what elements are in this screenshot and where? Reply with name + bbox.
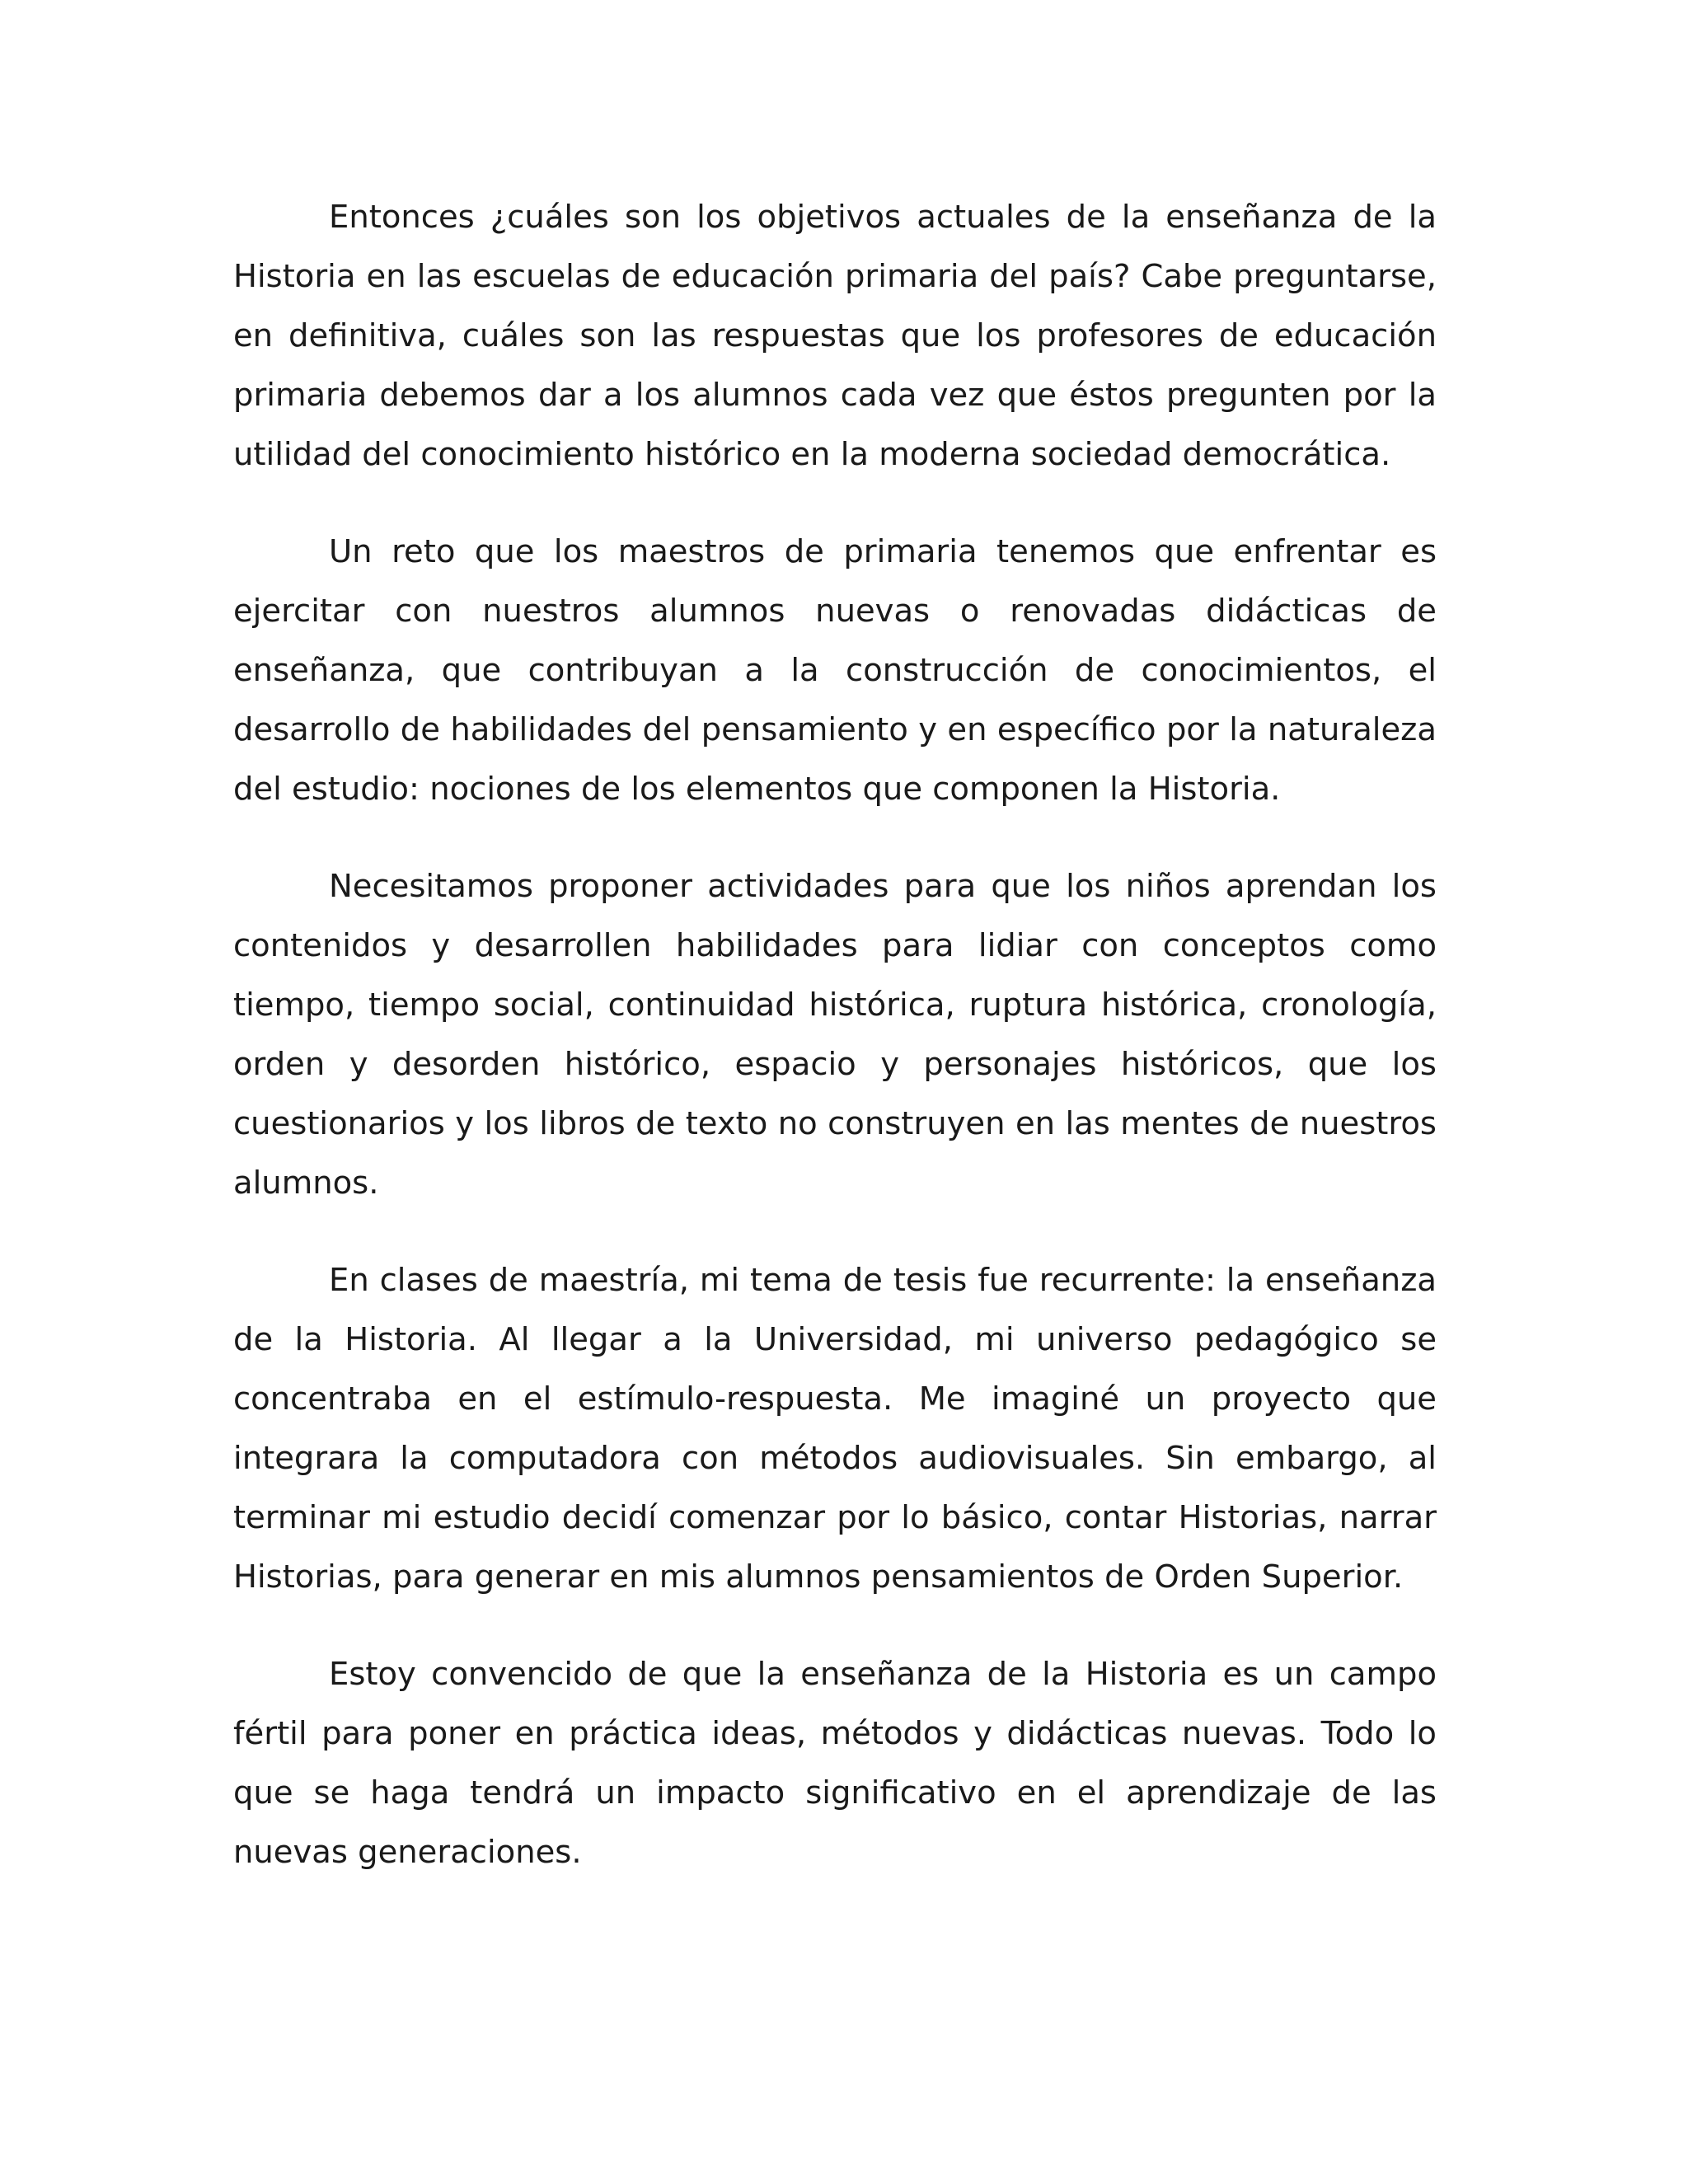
document-body (233, 188, 1437, 1882)
paragraph-2: Un reto que los maestros de primaria tenemos que enfrentar es ejercitar con nuestros alumnos nuevas o renovadas didácticas de enseñanza, que contribuyan a la construcción de conocimientos, el desarrollo de habilidades del pensamiento y en específico por la naturaleza del estudio: nociones de los elementos que componen la Historia. (233, 533, 1437, 808)
paragraph-3: Necesitamos proponer actividades para que los niños aprendan los contenidos y desarrollen habilidades para lidiar con conceptos como tiempo, tiempo social, continuidad histórica, ruptura histórica, cronología, orden y desorden histórico, espacio y personajes históricos, que los cuestionarios y los libros de texto no construyen en las mentes de nuestros alumnos. (233, 868, 1437, 1202)
paragraph-4: En clases de maestría, mi tema de tesis fue recurrente: la enseñanza de la Historia. Al llegar a la Universidad, mi universo pedagógico se concentraba en el estímulo-respuesta. Me imaginé un proyecto que integrara la computadora con métodos audiovisuales. Sin embargo, al terminar mi estudio decidí comenzar por lo básico, contar Historias, narrar Historias, para generar en mis alumnos pensamientos de Orden Superior. (233, 1262, 1437, 1596)
paragraph-1: Entonces ¿cuáles son los objetivos actuales de la enseñanza de la Historia en las escuelas de educación primaria del país? Cabe preguntarse, en definitiva, cuáles son las respuestas que los profesores de educación primaria debemos dar a los alumnos cada vez que éstos pregunten por la utilidad del conocimiento histórico en la moderna sociedad democrática. (233, 199, 1437, 473)
paragraph-5: Estoy convencido de que la enseñanza de la Historia es un campo fértil para poner en práctica ideas, métodos y didácticas nuevas. Todo lo que se haga tendrá un impacto significativo en el aprendizaje de las nuevas generaciones. (233, 1656, 1437, 1871)
